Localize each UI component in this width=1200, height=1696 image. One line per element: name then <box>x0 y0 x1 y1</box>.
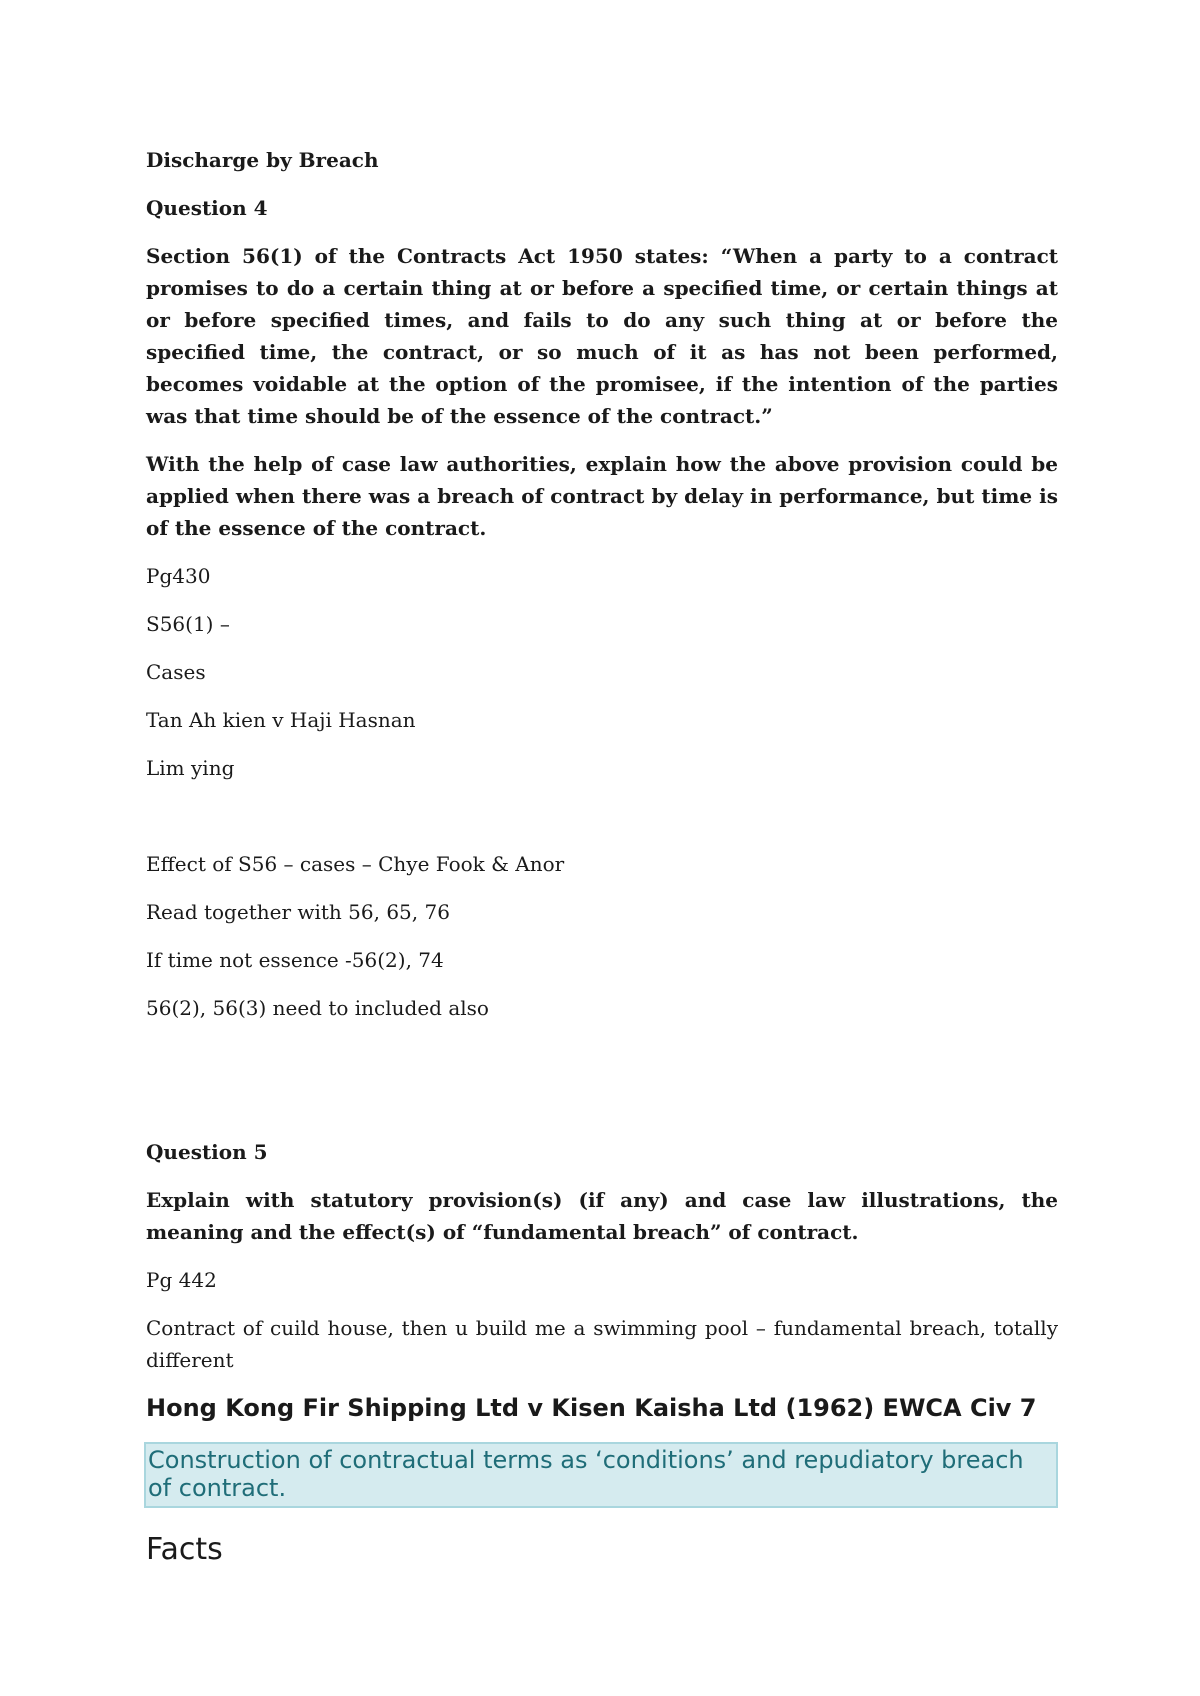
question-4-note-page: Pg430 <box>146 564 211 588</box>
document-page <box>146 144 1058 1570</box>
case-title: Hong Kong Fir Shipping Ltd v Kisen Kaisha Ltd (1962) EWCA Civ 7 <box>146 1394 1037 1422</box>
question-4-label: Question 4 <box>146 196 268 220</box>
question-4-note-case-1: Tan Ah kien v Haji Hasnan <box>146 708 416 732</box>
question-4-note-read-together: Read together with 56, 65, 76 <box>146 900 450 924</box>
facts-heading: Facts <box>146 1532 223 1567</box>
blank-lines <box>146 1040 1058 1136</box>
case-summary-highlight: Construction of contractual terms as ‘conditions’ and repudiatory breach of contract. <box>144 1442 1058 1508</box>
document-heading: Discharge by Breach <box>146 148 379 172</box>
question-4-note-cases: Cases <box>146 660 206 684</box>
question-4-note-section: S56(1) – <box>146 612 230 636</box>
question-5-label: Question 5 <box>146 1140 268 1164</box>
question-4-note-time-not-essence: If time not essence -56(2), 74 <box>146 948 444 972</box>
question-4-text: With the help of case law authorities, explain how the above provision could be applied when there was a breach of contract by delay in performance, but time is of the essence of the contract. <box>146 452 1058 540</box>
blank-line <box>146 800 1058 848</box>
question-5-note: Contract of cuild house, then u build me a swimming pool – fundamental breach, totally different <box>146 1316 1058 1372</box>
question-4-note-include: 56(2), 56(3) need to included also <box>146 996 489 1020</box>
question-4-note-case-2: Lim ying <box>146 756 235 780</box>
question-4-statute: Section 56(1) of the Contracts Act 1950 states: “When a party to a contract promises to do a certain thing at or before a specified time, or certain things at or before specified times, and fails to do any such thing at or before the specified time, the contract, or so much of it as has not been performed, becomes voidable at the option of the promisee, if the intention of the parties was that time should be of the essence of the contract.” <box>146 244 1058 428</box>
question-4-note-effect: Effect of S56 – cases – Chye Fook & Anor <box>146 852 565 876</box>
question-5-text: Explain with statutory provision(s) (if any) and case law illustrations, the meaning and the effect(s) of “fundamental breach” of contract. <box>146 1188 1058 1244</box>
question-5-page-ref: Pg 442 <box>146 1268 217 1292</box>
